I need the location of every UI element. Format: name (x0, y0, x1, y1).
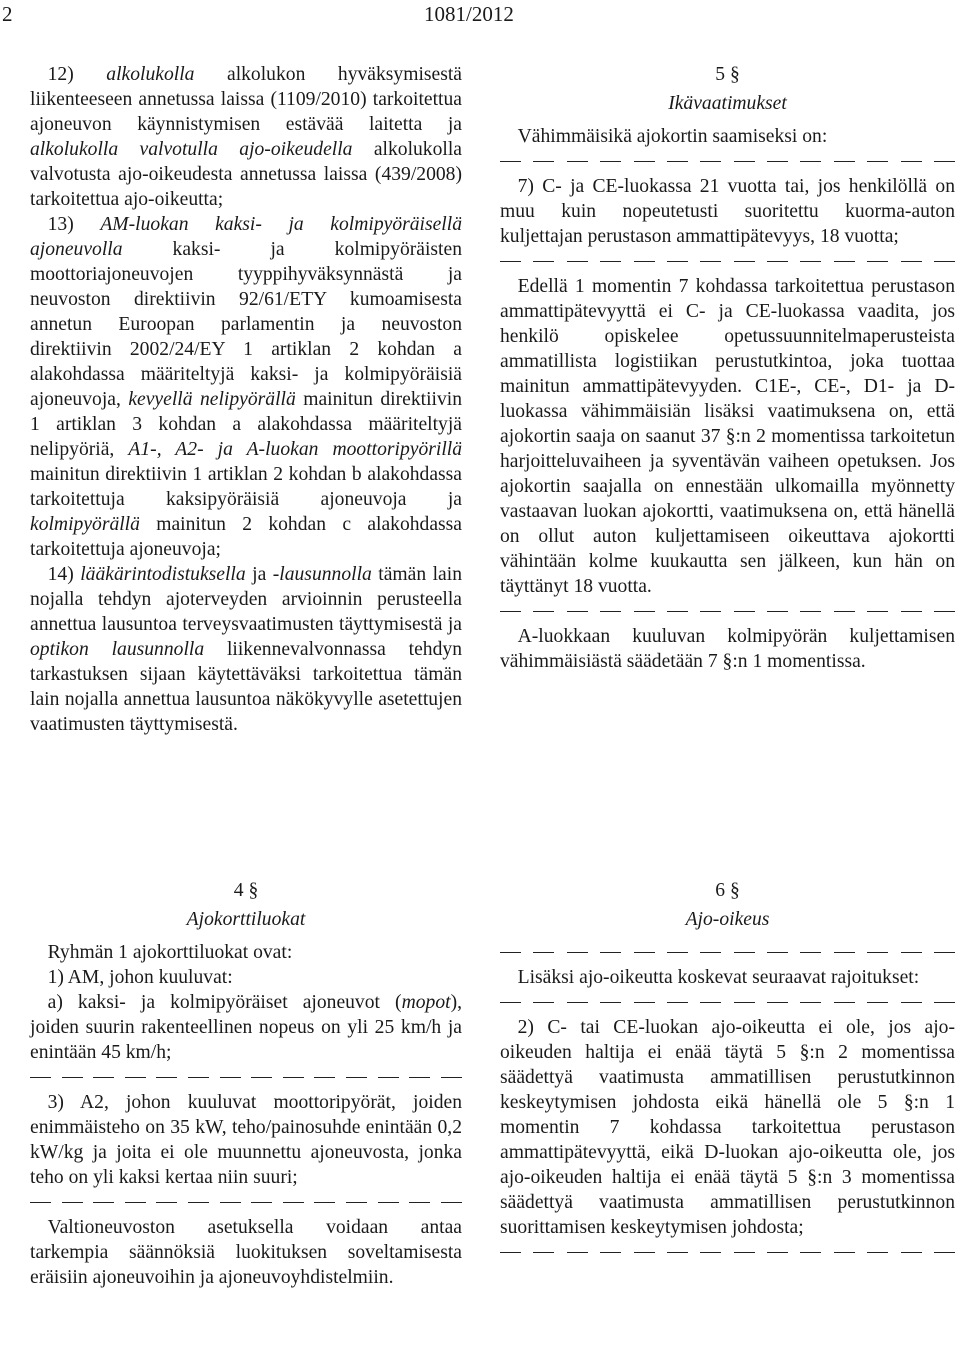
page-header (0, 0, 960, 36)
section-6-item-2: 2) C- tai CE-luokan ajo-oikeutta ei ole, jos ajo-oikeuden haltija ei enää täytä 5 §:n 2 momentissa säädettyä vaatimusta ammatillisen perustutkinnon keskeytymisen johdosta eikä hänellä ole 5 §:n 1 momentin 7 kohdassa tarkoitettua perustason ammattipätevyyttä, eikä D-luokan ajo-oikeutta ole, jos ajo-oikeuden haltija ei enää täytä 5 §:n 3 momentissa säädettyä vaatimusta ammatillisen perustutkinnon suorittamisen keskeytymisen johdosta; (500, 1017, 955, 1238)
section-5-item-7: 7) C- ja CE-luokassa 21 vuotta tai, jos henkilöllä on muu kuin nopeutetusti suoritettu kuorma-auton kuljettajan perustason ammattipätevyys, 18 vuotta; (500, 176, 955, 247)
section-5 (500, 62, 955, 674)
omission-dashes (500, 249, 955, 274)
omission-dashes (30, 1190, 462, 1215)
section-5-title: Ikävaatimukset (668, 93, 787, 114)
section-4-number: 4 § (233, 880, 259, 901)
section-5-number: 5 § (715, 64, 740, 85)
page-number: 2 (2, 2, 13, 26)
section-6 (500, 878, 955, 1265)
section-4-item-3: 3) A2, johon kuuluvat moottoripyörät, joiden enimmäisteho on 35 kW, teho/painosuhde enintään 0,2 kW/kg ja joita ei ole muunnettu ajoneuvosta, jonka teho on yli kaksi kertaa niin suuri; (30, 1092, 462, 1188)
omission-dashes (500, 599, 955, 624)
statute-reference: 1081/2012 (424, 2, 514, 26)
omission-dashes (500, 940, 955, 965)
section-4-title: Ajokorttiluokat (186, 909, 306, 930)
section-4-intro: Ryhmän 1 ajokorttiluokat ovat: (47, 942, 293, 963)
definition-12: 12) alkolukolla alkolukon hyväksymisestä liikenteeseen annetussa laissa (1109/2010) tarkoitettua ajoneuvon käynnistymisen estävää laitetta ja alkolukolla valvotulla ajo-oikeudella alkolukolla valvotusta ajo-oikeudesta annetussa laissa (439/2008) tarkoitettua ajo-oikeutta; (30, 64, 462, 210)
omission-dashes (500, 149, 955, 174)
section-6-title: Ajo-oikeus (685, 909, 770, 930)
definition-14: 14) lääkärintodistuksella ja -lausunnolla tämän lain nojalla tehdyn ajoterveyden arvioinnin perusteella annettua lausuntoa terveysvaatimusten täyttymisestä ja optikon lausunnolla liikennevalvonnassa tehdyn tarkastuksen sijaan käytettäväksi tarkoitettua tämän lain nojalla annettua lausuntoa näkökyvylle asetettujen vaatimusten täyttymisestä. (30, 564, 462, 735)
left-column-definitions (30, 62, 462, 737)
omission-dashes (500, 1240, 955, 1265)
section-4 (30, 878, 462, 1290)
section-5-paragraph-4: A-luokkaan kuuluvan kolmipyörän kuljettamisen vähimmäisiästä säädetään 7 §:n 1 momentissa. (500, 626, 955, 672)
definition-13: 13) AM-luokan kaksi- ja kolmipyöräisellä ajoneuvolla kaksi- ja kolmipyöräisten moottoriajoneuvojen tyyppihyväksynnästä ja neuvoston direktiivin 92/61/ETY kumoamisesta annetun Euroopan parlamentin ja neuvoston direktiivin 2002/24/EY 1 artiklan 2 kohdan a alakohdassa määriteltyjä kaksi- ja kolmipyöräisiä ajoneuvoja, kevyellä nelipyörällä mainitun direktiivin 1 artiklan 3 kohdan a alakohdassa määriteltyjä nelipyöriä, A1-, A2- ja A-luokan moottoripyörillä mainitun direktiivin 1 artiklan 2 kohdan b alakohdassa tarkoitettuja kaksipyöräisiä ajoneuvoja ja kolmipyörällä mainitun 2 kohdan c alakohdassa tarkoitettuja ajoneuvoja; (30, 214, 463, 560)
section-5-intro: Vähimmäisikä ajokortin saamiseksi on: (517, 126, 828, 147)
section-6-number: 6 § (715, 880, 740, 901)
section-4-item-1: 1) AM, johon kuuluvat: (47, 967, 233, 988)
omission-dashes (30, 1065, 462, 1090)
section-4-paragraph-3: Valtioneuvoston asetuksella voidaan antaa tarkempia säännöksiä luokituksen soveltamisesta eräisiin ajoneuvoihin ja ajoneuvoyhdistelmiin. (30, 1217, 462, 1288)
section-6-intro: Lisäksi ajo-oikeutta koskevat seuraavat rajoitukset: (517, 967, 920, 988)
omission-dashes (500, 990, 955, 1015)
section-4-item-1a: a) kaksi- ja kolmipyöräiset ajoneuvot (mopot), joiden suurin rakenteellinen nopeus on yli 25 km/h ja enintään 45 km/h; (30, 992, 462, 1063)
section-5-paragraph-2: Edellä 1 momentin 7 kohdassa tarkoitettua perustason ammattipätevyyttä ei C- ja CE-luokassa vaadita, jos henkilö opiskelee opetussuunnitelmaperusteista ammatillista logistiikan perustutkintoa, joka tuottaa mainitun ammattipätevyyden. C1E-, CE-, D1- ja D-luokassa vähimmäisiän lisäksi vaatimuksena on, että ajokortin saaja on saanut 37 §:n 2 momentissa tarkoitetun harjoitteluvaiheen ja syventävän vaiheen opetuksen. Jos ajokortin saajalla on ennestään ulkomailla myönnetty vastaavan luokan ajokortti, vaatimuksena on, että hänellä on ollut auton kuljettamiseen oikeuttava ajokortti vähintään kolme kuukautta sen jälkeen, kun hän on täyttänyt 18 vuotta. (500, 276, 955, 597)
